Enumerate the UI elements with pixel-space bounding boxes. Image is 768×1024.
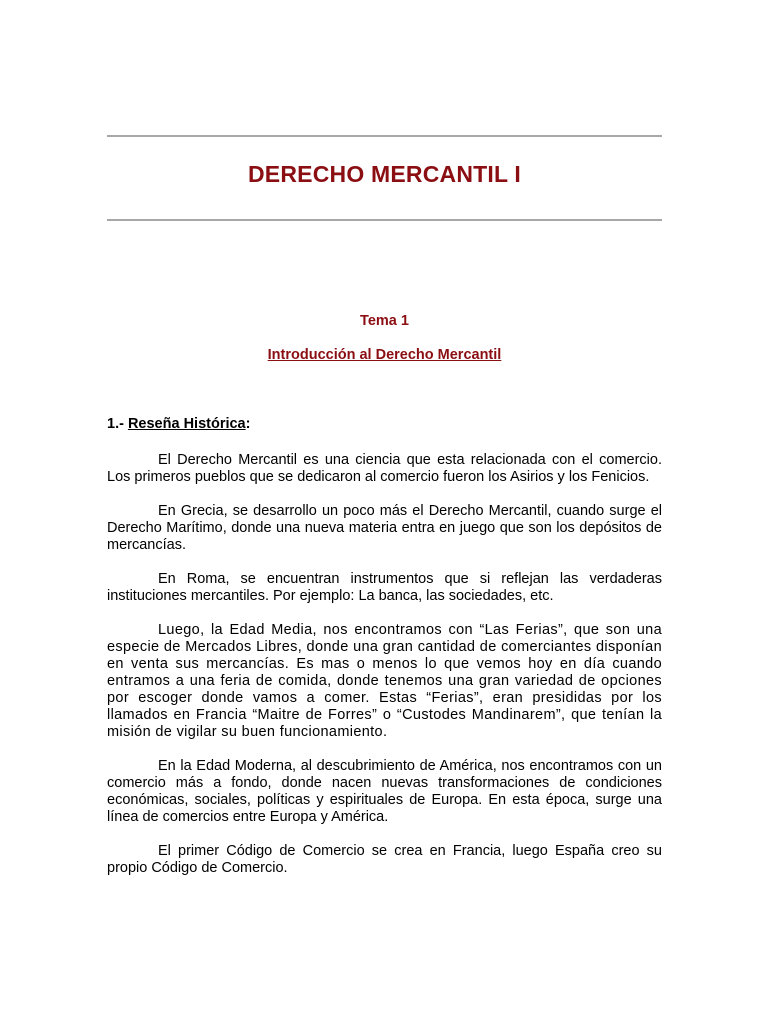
document-subtitle: Introducción al Derecho Mercantil	[267, 347, 502, 363]
top-divider	[107, 135, 662, 137]
paragraph-rome: En Roma, se encuentran instrumentos que si reflejan las verdaderas instituciones mercantiles. Por ejemplo: La banca, las sociedades, etc.	[107, 571, 662, 604]
section-number: 1.-	[107, 416, 124, 432]
paragraph-middle-ages: Luego, la Edad Media, nos encontramos con “Las Ferias”, que son una especie de Mercados Libres, donde una gran cantidad de comerciantes disponían en venta sus mercancías. Es mas o menos lo que vemos hoy en día cuando entramos a una feria de comida, donde tenemos una gran variedad de opciones por escoger donde vamos a comer. Estas “Ferias”, eran presididas por los llamados en Francia “Maitre de Forres” o “Custodes Mandinarem”, que tenían la misión de vigilar su buen funcionamiento.	[107, 622, 662, 740]
section-heading	[107, 416, 250, 432]
tema-heading: Tema 1	[360, 313, 409, 329]
section-colon: :	[245, 416, 251, 432]
paragraph-greece: En Grecia, se desarrollo un poco más el Derecho Mercantil, cuando surge el Derecho Marítimo, donde una nueva materia entra en juego que son los depósitos de mercancías.	[107, 503, 662, 553]
section-label: Reseña Histórica	[127, 416, 246, 432]
paragraph-origins: El Derecho Mercantil es una ciencia que esta relacionada con el comercio. Los primeros pueblos que se dedicaron al comercio fueron los Asirios y los Fenicios.	[107, 452, 662, 485]
bottom-divider	[107, 219, 662, 221]
document-body	[107, 452, 662, 894]
document-title: DERECHO MERCANTIL I	[248, 161, 521, 187]
paragraph-commerce-code: El primer Código de Comercio se crea en Francia, luego España creo su propio Código de Comercio.	[107, 843, 662, 876]
paragraph-modern-age: En la Edad Moderna, al descubrimiento de América, nos encontramos con un comercio más a fondo, donde nacen nuevas transformaciones de condiciones económicas, sociales, políticas y espirituales de Europa. En esta época, surge una línea de comercios entre Europa y América.	[107, 758, 662, 825]
